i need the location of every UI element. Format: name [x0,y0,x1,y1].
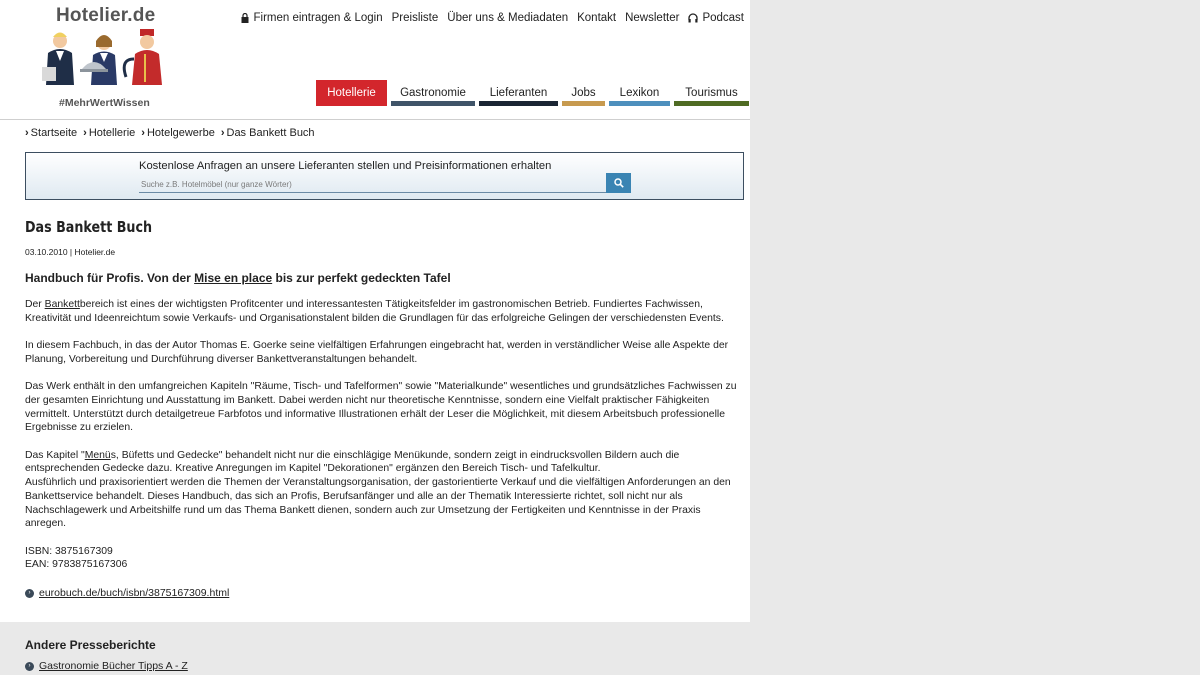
chevron-right-icon: › [83,127,87,139]
external-link-eurobuch[interactable]: eurobuch.de/buch/isbn/3875167309.html [39,587,230,599]
headphones-icon [688,13,698,23]
article-body [25,298,740,586]
header-divider [0,119,750,120]
topnav-label: Newsletter [625,12,680,24]
breadcrumb-label: Startseite [30,127,78,139]
isbn: ISBN: 3875167309 [25,545,113,557]
breadcrumb-startseite[interactable] [25,127,77,139]
article-lead [25,271,451,285]
tab-tourismus[interactable]: Tourismus [674,80,749,106]
supplier-search-box [25,152,744,200]
paragraph-text: bereich ist eines der wichtigsten Profitcenter und interessantesten Tätigkeitsfelder im gastronomischen Betrieb. Fundiertes Fachwissen, Kreativität und Ideenreichtum sowie Verkaufs- und Organisationstalent bilden die Grundlagen für das erfolgreiche Gelingen der verschiedensten Events. [25,299,724,324]
lead-text: Handbuch für Profis. Von der [25,271,195,285]
main-navigation [316,80,749,106]
topnav-preisliste[interactable] [392,12,439,24]
lock-icon [241,13,249,23]
paragraph [25,449,740,531]
paragraph-text: s, Büfetts und Gedecke" behandelt nicht nur die einschlägige Menükunde, sondern zeigt in eindrucksvollen Bildern auch die entsprechenden Gedecke dazu. Kreative Anregungen im Kapitel "Dekorationen" ergänzen den Bereich Tisch- und Tafelkultur. [25,449,680,475]
search-title: Kostenlose Anfragen an unsere Lieferanten stellen und Preisinformationen erhalten [139,160,552,172]
paragraph: Das Werk enthält in den umfangreichen Kapiteln "Räume, Tisch- und Tafelformen" sowie "Materialkunde" wesentliches und grundsätzliches Fachwissen zu der gesamten Einrichtung und Ausstattung im Bankett. Dabei werden nicht nur theoretische Kenntnisse, sondern eine Vielfalt praktischer Fähigkeiten vermittelt. Unterstützt durch detailgetreue Farbfotos und informative Illustrationen erhält der Leser die Möglichkeit, mit diesem Arbeitsbuch professionelle Ergebnisse zu erzielen. [25,381,737,434]
link-bankett[interactable]: Bankett [44,299,80,310]
topnav-label: Podcast [702,12,744,24]
search-input[interactable] [139,177,606,193]
arrow-circle-icon: › [25,589,34,598]
tab-lexikon[interactable]: Lexikon [609,80,670,106]
chevron-right-icon: › [25,127,29,139]
lead-text: bis zur perfekt gedeckten Tafel [272,271,451,285]
breadcrumb-label: Hotellerie [88,127,136,139]
article-title: Das Bankett Buch [25,218,153,236]
topnav-kontakt[interactable] [577,12,616,24]
chevron-right-icon: › [141,127,145,139]
topnav-ueber-uns[interactable] [447,12,568,24]
topnav-newsletter[interactable] [625,12,679,24]
arrow-circle-icon: › [25,662,34,671]
site-logo-text[interactable]: Hotelier.de [56,5,156,26]
topnav-firmen-login[interactable] [241,12,382,24]
paragraph-text: Ausführlich und praxisorientiert werden die Themen der Veranstaltungsorganisation, der gastorientierte Verkauf und die vielfältigen Anforderungen an den Bankettservice behandelt. Dieses Handbuch, das sich an Profis, Berufsanfänger und alle an der Thematik Interessierte richtet, soll nicht nur als Nachschlagewerk und Arbeitshilfe rund um das Thema Bankett dienen, sondern auch zur Umsetzung der Fertigkeiten und Kenntnisse in der Praxis anregen. [25,477,731,530]
paragraph-text: Das Kapitel " [25,449,85,461]
search-icon [614,178,624,188]
paragraph [25,545,740,572]
lead-link-mise-en-place[interactable]: Mise en place [194,271,273,285]
topnav-label: Preisliste [391,12,439,24]
ean: EAN: 9783875167306 [25,559,128,571]
tab-jobs[interactable]: Jobs [562,80,605,106]
tab-lieferanten[interactable]: Lieferanten [479,80,558,106]
breadcrumb-label: Hotelgewerbe [146,127,215,139]
link-menue[interactable]: Menü [84,449,111,461]
breadcrumb-hotellerie[interactable] [83,127,135,139]
tab-hotellerie[interactable]: Hotellerie [316,80,387,106]
logo-tagline: #MehrWertWissen [59,97,150,109]
topnav-podcast[interactable] [688,12,744,24]
article-meta: 03.10.2010 | Hotelier.de [25,247,116,257]
paragraph [25,298,740,325]
related-item [25,660,188,672]
topnav-label: Firmen eintragen & Login [253,12,383,24]
tab-gastronomie[interactable]: Gastronomie [391,80,475,106]
topnav-label: Kontakt [577,12,617,24]
related-link[interactable]: Gastronomie Bücher Tipps A - Z [39,660,188,672]
top-navigation [241,12,744,24]
external-link-row [25,587,229,599]
logo-illustration[interactable] [38,27,168,95]
topnav-label: Über uns & Mediadaten [447,12,569,24]
paragraph-text: Der [25,299,45,310]
breadcrumb-current [221,127,315,139]
search-button[interactable] [606,173,631,193]
breadcrumb [25,127,315,139]
related-title: Andere Presseberichte [25,638,156,652]
breadcrumb-hotelgewerbe[interactable] [141,127,215,139]
paragraph: In diesem Fachbuch, in das der Autor Thomas E. Goerke seine vielfältigen Erfahrungen eingebracht hat, werden in verständlicher Weise alle Aspekte der Planung, Vorbereitung und Durchführung diverser Bankettveranstaltungen behandelt. [25,340,729,365]
breadcrumb-label: Das Bankett Buch [226,127,315,139]
chevron-right-icon: › [220,127,225,139]
